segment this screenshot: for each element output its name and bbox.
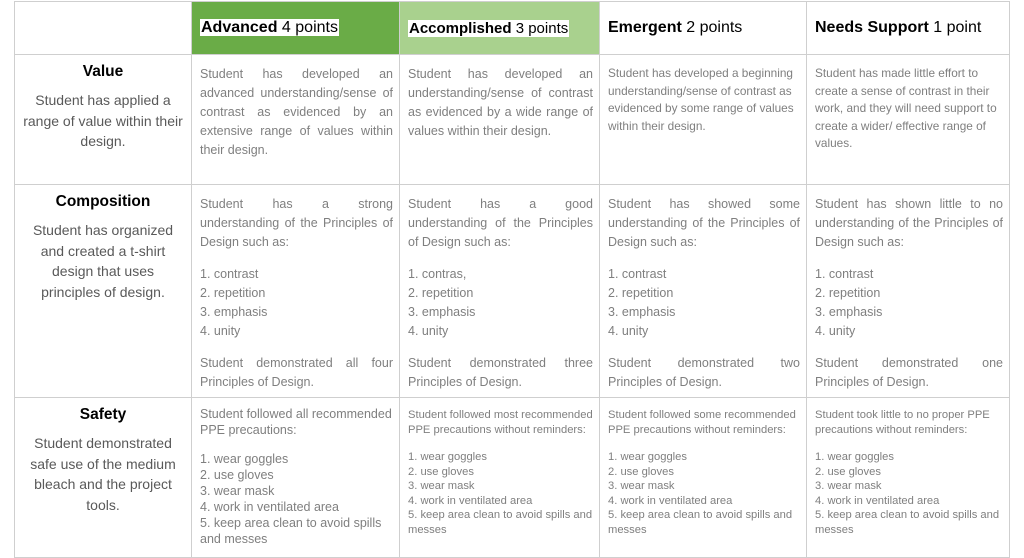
list-item: 2. use gloves	[608, 465, 674, 478]
descriptor-intro: Student has a strong understanding of the Principles of Design such as:	[200, 197, 393, 249]
list-item: 1. contrast	[608, 267, 667, 281]
list-item: 5. keep area clean to avoid spills and messes	[608, 509, 793, 536]
list-item: 2. repetition	[608, 286, 674, 300]
descriptor-cell	[807, 398, 1010, 558]
descriptor-cell	[600, 185, 807, 398]
criterion-cell	[15, 55, 192, 185]
level-points: 1 point	[933, 19, 982, 36]
list-item: 1. wear goggles	[200, 452, 289, 466]
criterion-cell	[15, 398, 192, 558]
criterion-name: Composition	[55, 193, 151, 210]
list-item: 3. wear mask	[408, 480, 475, 492]
descriptor-text: Student has developed an understanding/sense of contrast as evidenced by a wide range of values within their design.	[408, 67, 593, 138]
descriptor-text: Student has made little effort to create a sense of contrast in their work, and they will need support to create a wider/ effective range of values.	[815, 66, 997, 150]
list-item: 5. keep area clean to avoid spills and messes	[815, 509, 1000, 536]
list-item: 2. repetition	[815, 286, 881, 300]
list-item: 2. use gloves	[408, 465, 474, 478]
descriptor-outro: Student demonstrated three Principles of Design.	[408, 356, 593, 389]
list-item: 3. emphasis	[815, 305, 883, 319]
descriptor-cell	[400, 398, 600, 558]
rubric-table	[14, 1, 1010, 558]
list-item: 2. use gloves	[200, 468, 274, 482]
descriptor-cell	[192, 398, 400, 558]
level-name: Accomplished	[409, 19, 512, 37]
list-item: 3. emphasis	[408, 305, 476, 319]
descriptor-intro: Student took little to no proper PPE precautions without reminders:	[815, 409, 990, 436]
header-advanced	[192, 2, 400, 55]
descriptor-outro: Student demonstrated all four Principles of Design.	[200, 356, 393, 389]
level-name: Needs Support	[815, 19, 929, 36]
level-points: 2 points	[686, 19, 743, 36]
descriptor-text: Student has developed an advanced understanding/sense of contrast as evidenced by an extensive range of values within their design.	[200, 67, 393, 157]
descriptor-outro: Student demonstrated one Principles of Design.	[815, 356, 1003, 389]
list-item: 3. wear mask	[200, 484, 275, 498]
descriptor-intro: Student followed most recommended PPE precautions without reminders:	[408, 409, 593, 436]
list-item: 1. contras,	[408, 267, 467, 281]
rubric-row-value	[15, 55, 1010, 185]
list-item: 3. emphasis	[200, 305, 268, 319]
descriptor-cell	[807, 185, 1010, 398]
descriptor-intro: Student has a good understanding of the Principles of Design such as:	[408, 197, 593, 249]
level-name: Advanced	[201, 19, 278, 36]
list-item: 1. wear goggles	[815, 451, 894, 463]
criterion-description: Student has organized and created a t-shirt design that uses principles of design.	[32, 222, 174, 300]
descriptor-cell	[192, 185, 400, 398]
list-item: 1. contrast	[815, 267, 874, 281]
descriptor-cell	[400, 185, 600, 398]
list-item: 3. wear mask	[608, 480, 675, 492]
list-item: 4. unity	[200, 324, 241, 338]
list-item: 1. wear goggles	[608, 451, 687, 463]
list-item: 4. unity	[408, 324, 449, 338]
header-accomplished	[400, 2, 600, 55]
criterion-name: Value	[82, 63, 124, 80]
descriptor-cell	[192, 55, 400, 185]
list-item: 1. wear goggles	[408, 451, 487, 463]
descriptor-intro: Student has showed some understanding of the Principles of Design such as:	[608, 197, 800, 249]
header-needs-support	[807, 2, 1010, 55]
level-name: Emergent	[608, 19, 682, 36]
list-item: 4. work in ventilated area	[408, 494, 533, 507]
list-item: 3. wear mask	[815, 480, 882, 492]
list-item: 2. repetition	[408, 286, 474, 300]
rubric-row-composition	[15, 185, 1010, 398]
descriptor-intro: Student has shown little to no understanding of the Principles of Design such as:	[815, 197, 1003, 249]
list-item: 2. use gloves	[815, 465, 881, 478]
descriptor-cell	[600, 55, 807, 185]
list-item: 4. work in ventilated area	[200, 500, 339, 514]
criterion-cell	[15, 185, 192, 398]
list-item: 5. keep area clean to avoid spills and messes	[408, 509, 593, 536]
header-row	[15, 2, 1010, 55]
list-item: 1. contrast	[200, 267, 259, 281]
descriptor-text: Student has developed a beginning understanding/sense of contrast as evidenced by some range of values within their design.	[608, 66, 794, 133]
list-item: 2. repetition	[200, 286, 266, 300]
criterion-name: Safety	[79, 406, 127, 423]
descriptor-cell	[807, 55, 1010, 185]
rubric-row-safety	[15, 398, 1010, 558]
list-item: 3. emphasis	[608, 305, 676, 319]
level-points: 4 points	[281, 19, 338, 36]
list-item: 4. unity	[608, 324, 649, 338]
list-item: 4. work in ventilated area	[815, 494, 940, 507]
criterion-description: Student demonstrated safe use of the medium bleach and the project tools.	[30, 435, 176, 513]
descriptor-cell	[400, 55, 600, 185]
descriptor-cell	[600, 398, 807, 558]
header-emergent	[600, 2, 807, 55]
level-points: 3 points	[515, 19, 569, 37]
descriptor-intro: Student followed all recommended PPE precautions:	[200, 407, 392, 437]
list-item: 4. unity	[815, 324, 856, 338]
header-corner	[15, 2, 192, 55]
list-item: 4. work in ventilated area	[608, 494, 733, 507]
descriptor-outro: Student demonstrated two Principles of Design.	[608, 356, 800, 389]
descriptor-intro: Student followed some recommended PPE precautions without reminders:	[608, 409, 796, 436]
criterion-description: Student has applied a range of value within their design.	[23, 92, 183, 149]
list-item: 5. keep area clean to avoid spills and messes	[200, 516, 382, 546]
